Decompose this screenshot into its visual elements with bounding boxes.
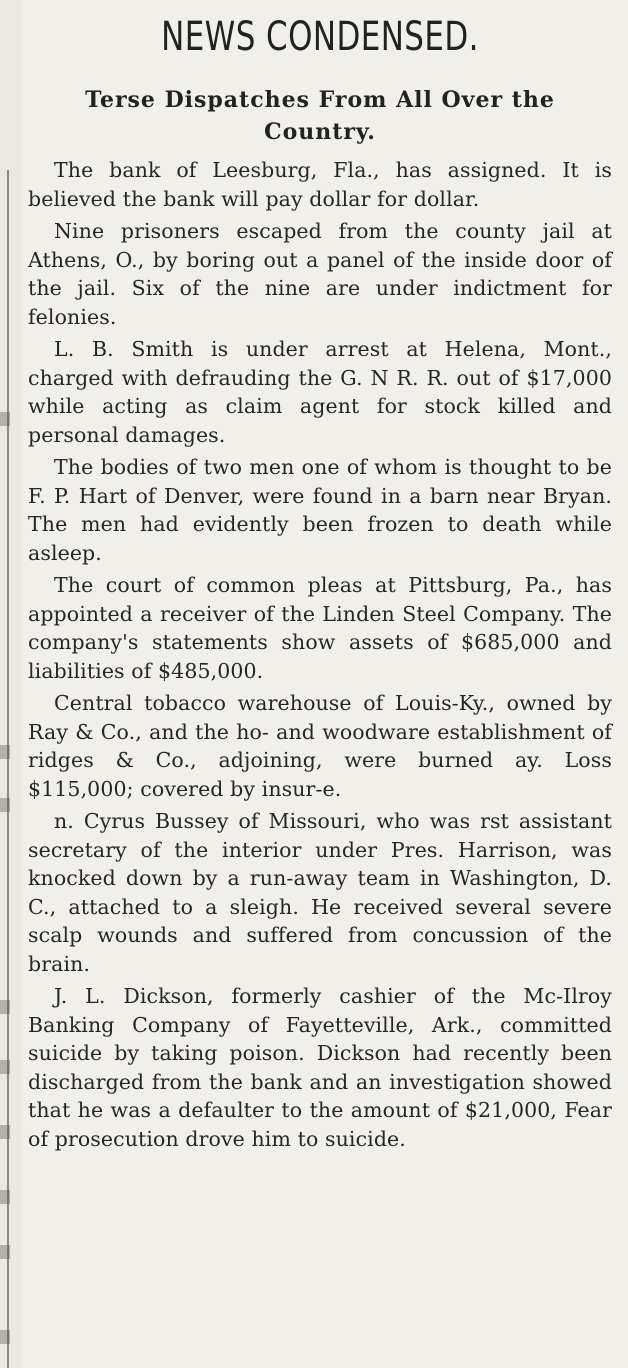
news-column (28, 0, 612, 1368)
text-fragment (0, 1060, 10, 1074)
news-item-bussey-accident: n. Cyrus Bussey of Missouri, who was rst assistant secretary of the interior under Pres. Harrison, was knocked down by a run-away team in Washington, D. C., attached to a sleigh. He received several severe scalp wounds and suffered from concussion of the brain. (28, 809, 612, 976)
news-item-linden-steel: The court of common pleas at Pittsburg, Pa., has appointed a receiver of the Linden Steel Company. The company's statements show assets of $685,000 and liabilities of $485,000. (28, 573, 612, 683)
news-items (28, 156, 612, 1157)
text-fragment (0, 1125, 10, 1139)
news-item-bank-leesburg: The bank of Leesburg, Fla., has assigned. It is believed the bank will pay dollar for dollar. (28, 158, 612, 211)
text-fragment (0, 1190, 10, 1204)
news-item-warehouse-fire: Central tobacco warehouse of Louis-Ky., owned by Ray & Co., and the ho- and woodware establishment of ridges & Co., adjoining, were burned ay. Loss $115,000; covered by insur-e. (28, 691, 612, 801)
page-subtitle: Terse Dispatches From All Over the Country. (85, 87, 555, 145)
news-item-prisoners-escape: Nine prisoners escaped from the county jail at Athens, O., by boring out a panel of the inside door of the jail. Six of the nine are under indictment for felonies. (28, 219, 612, 329)
text-fragment (0, 412, 10, 426)
page-title: NEWS CONDENSED. (161, 14, 479, 60)
text-fragment (0, 798, 10, 812)
column-rule (7, 170, 9, 1368)
news-item-dickson-suicide: J. L. Dickson, formerly cashier of the Mc-Ilroy Banking Company of Fayetteville, Ark., committed suicide by taking poison. Dickson had recently been discharged from the bank and an investigation showed that he was a defaulter to the amount of $21,000, Fear of prosecution drove him to suicide. (28, 984, 612, 1151)
news-item-frozen-bodies: The bodies of two men one of whom is thought to be F. P. Hart of Denver, were found in a barn near Bryan. The men had evidently been frozen to death while asleep. (28, 455, 612, 565)
text-fragment (0, 1330, 10, 1344)
text-fragment (0, 745, 10, 759)
news-item-smith-arrest: L. B. Smith is under arrest at Helena, Mont., charged with defrauding the G. N R. R. out of $17,000 while acting as claim agent for stock killed and personal damages. (28, 337, 612, 447)
text-fragment (0, 1000, 10, 1014)
adjacent-column-edge (0, 0, 22, 1368)
text-fragment (0, 1245, 10, 1259)
